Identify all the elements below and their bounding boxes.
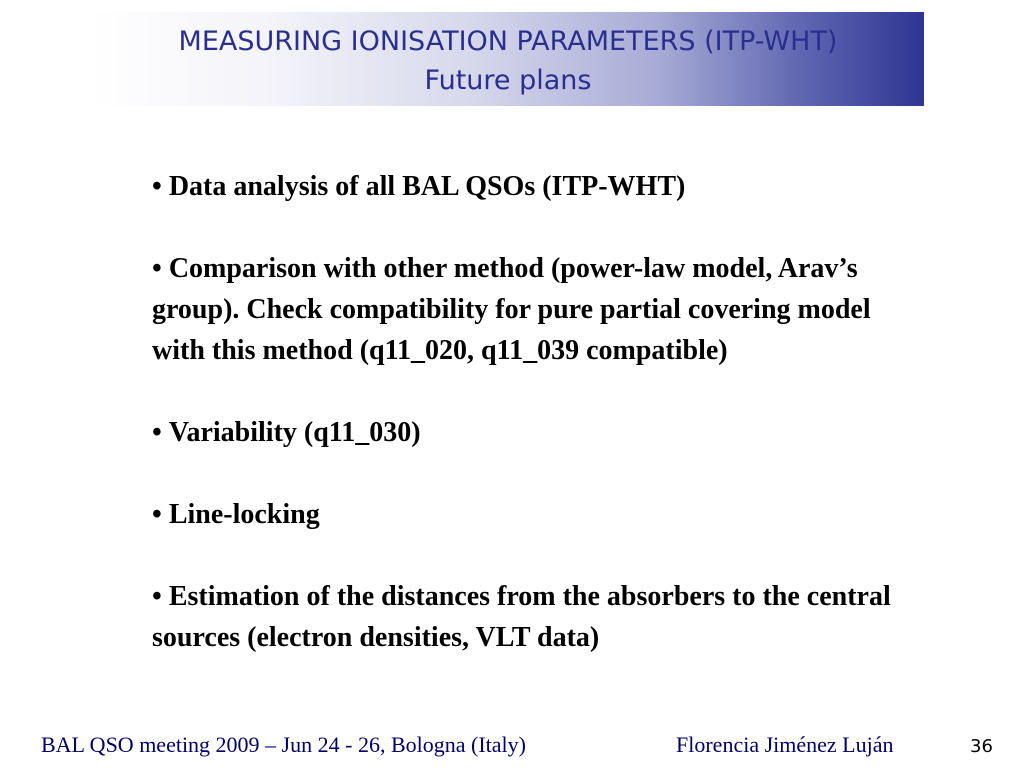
footer-meeting-info: BAL QSO meeting 2009 – Jun 24 - 26, Bologna (Italy) — [41, 732, 526, 757]
bullet-item-distances — [152, 576, 922, 658]
slide-title: MEASURING IONISATION PARAMETERS (ITP-WHT) — [178, 26, 838, 57]
bullet-text: Variability (q11_030) — [168, 417, 421, 448]
bullet-item-comparison — [152, 248, 922, 371]
bullet-item-line-locking — [152, 494, 922, 535]
slide-subtitle: Future plans — [424, 65, 592, 96]
bullet-marker: • — [152, 253, 162, 284]
bullet-text: Data analysis of all BAL QSOs (ITP-WHT) — [168, 171, 686, 202]
bullet-marker: • — [152, 499, 162, 530]
bullet-marker: • — [152, 171, 162, 202]
bullet-item-data-analysis — [152, 166, 922, 207]
bullet-text: Comparison with other method (power-law model, Arav’s group). Check compatibility for pure partial covering model with this method (q11_020, q11_039 compatible) — [152, 253, 871, 366]
bullet-marker: • — [152, 581, 162, 612]
bullet-marker: • — [152, 417, 162, 448]
bullet-item-variability — [152, 412, 922, 453]
page-number: 36 — [970, 736, 993, 757]
bullet-text: Estimation of the distances from the absorbers to the central sources (electron densities, VLT data) — [152, 581, 891, 653]
title-banner — [92, 12, 924, 106]
bullet-list — [152, 166, 922, 658]
footer-author: Florencia Jiménez Luján — [676, 732, 894, 757]
bullet-text: Line-locking — [168, 499, 320, 530]
